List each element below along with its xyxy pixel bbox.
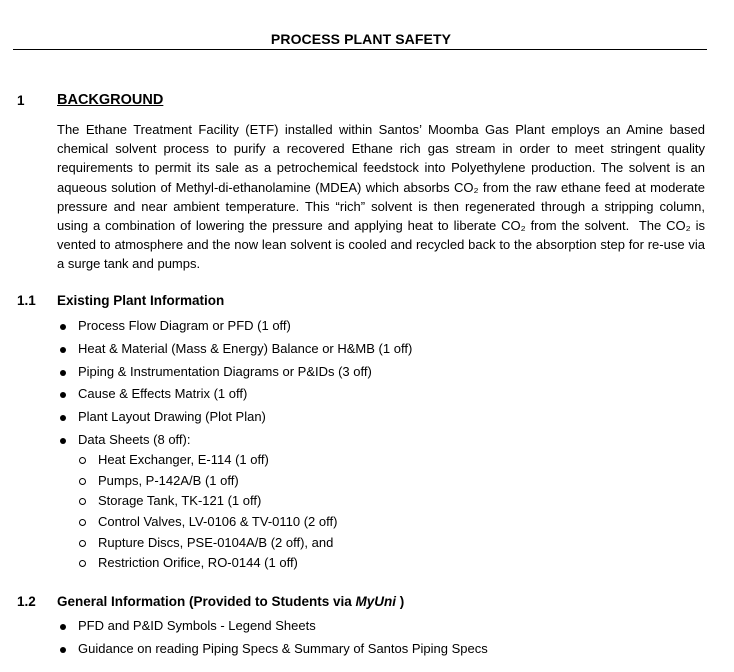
sub-list-item-text: Heat Exchanger, E-114 (1 off) (98, 452, 269, 467)
background-paragraph (57, 120, 709, 274)
data-sheets-sublist (77, 450, 337, 574)
hollow-bullet-icon (79, 519, 86, 526)
list-item (57, 383, 412, 406)
sub-list-item-text: Storage Tank, TK-121 (1 off) (98, 493, 262, 509)
section-1-2-number: 1.2 (17, 594, 36, 609)
section-1-2-title (57, 594, 404, 609)
list-item-text: Data Sheets (8 off): (78, 431, 191, 447)
hollow-bullet-icon (79, 560, 86, 567)
list-item-text: Piping & Instrumentation Diagrams or P&IDs (3 off) (78, 363, 372, 379)
sub-list-item (77, 471, 337, 492)
hollow-bullet-icon (79, 540, 86, 547)
section-1-2-title-suffix: ) (396, 594, 405, 609)
bullet-icon (60, 324, 66, 330)
list-item-text: Process Flow Diagram or PFD (1 off) (78, 318, 291, 333)
sub-list-item (77, 512, 337, 533)
bullet-icon (60, 438, 66, 444)
general-info-list (57, 615, 488, 661)
list-item (57, 361, 412, 384)
sub-list-item (77, 553, 337, 574)
section-1-2-title-prefix: General Information (Provided to Students via (57, 594, 356, 609)
hollow-bullet-icon (79, 457, 86, 464)
section-1-number: 1 (17, 93, 25, 108)
hollow-bullet-icon (79, 478, 86, 485)
section-1-2-title-italic: MyUni (355, 594, 397, 609)
sub-list-item-text: Rupture Discs, PSE-0104A/B (2 off), and (98, 534, 334, 550)
bullet-icon (60, 624, 66, 630)
list-item (57, 315, 412, 338)
document-title: PROCESS PLANT SAFETY (270, 31, 452, 47)
list-item-text: Heat & Material (Mass & Energy) Balance or H&MB (1 off) (78, 340, 413, 356)
bullet-icon (60, 347, 66, 353)
list-item (57, 615, 488, 638)
bullet-icon (60, 370, 66, 376)
bullet-icon (60, 392, 66, 398)
sub-list-item-text: Restriction Orifice, RO-0144 (1 off) (98, 555, 298, 571)
hollow-bullet-icon (79, 498, 86, 505)
list-item-text: PFD and P&ID Symbols - Legend Sheets (78, 618, 316, 633)
section-1-1-title: Existing Plant Information (57, 293, 225, 308)
list-item-text: Plant Layout Drawing (Plot Plan) (78, 409, 266, 425)
sub-list-item-text: Pumps, P-142A/B (1 off) (98, 472, 239, 488)
section-1-title: BACKGROUND (57, 92, 164, 108)
sub-list-item-text: Control Valves, LV-0106 & TV-0110 (2 off) (98, 514, 338, 530)
list-item (57, 338, 412, 361)
sub-list-item (77, 450, 337, 471)
bullet-icon (60, 647, 66, 653)
bullet-icon (60, 415, 66, 421)
list-item (57, 638, 488, 661)
background-paragraph-text: The Ethane Treatment Facility (ETF) installed within Santos’ Moomba Gas Plant employs an Amine based chemical solvent process to purify a recovered Ethane rich gas stream in order to meet stringent quality requirements to permit its sale as a petrochemical feedstock into Polyethylene production. The solvent is an aqueous solution of Methyl-di-ethanolamine (MDEA) which absorbs CO₂ from the raw ethane feed at moderate pressure and near ambient temperature. This “rich” solvent is then regenerated through a stripping column, using a combination of lowering the pressure and applying heat to liberate CO₂ from the solvent. The CO₂ is vented to atmosphere and the now lean solvent is cooled and recycled back to the absorption step for re-use via a surge tank and pumps. (57, 122, 709, 272)
sub-list-item (77, 533, 337, 554)
section-1-1-number: 1.1 (17, 293, 36, 308)
list-item-text: Guidance on reading Piping Specs & Summary of Santos Piping Specs (78, 640, 488, 656)
plant-info-list (57, 315, 412, 452)
sub-list-item (77, 491, 337, 512)
list-item (57, 406, 412, 429)
header-rule (13, 49, 707, 50)
list-item (57, 429, 412, 452)
list-item-text: Cause & Effects Matrix (1 off) (78, 386, 248, 402)
